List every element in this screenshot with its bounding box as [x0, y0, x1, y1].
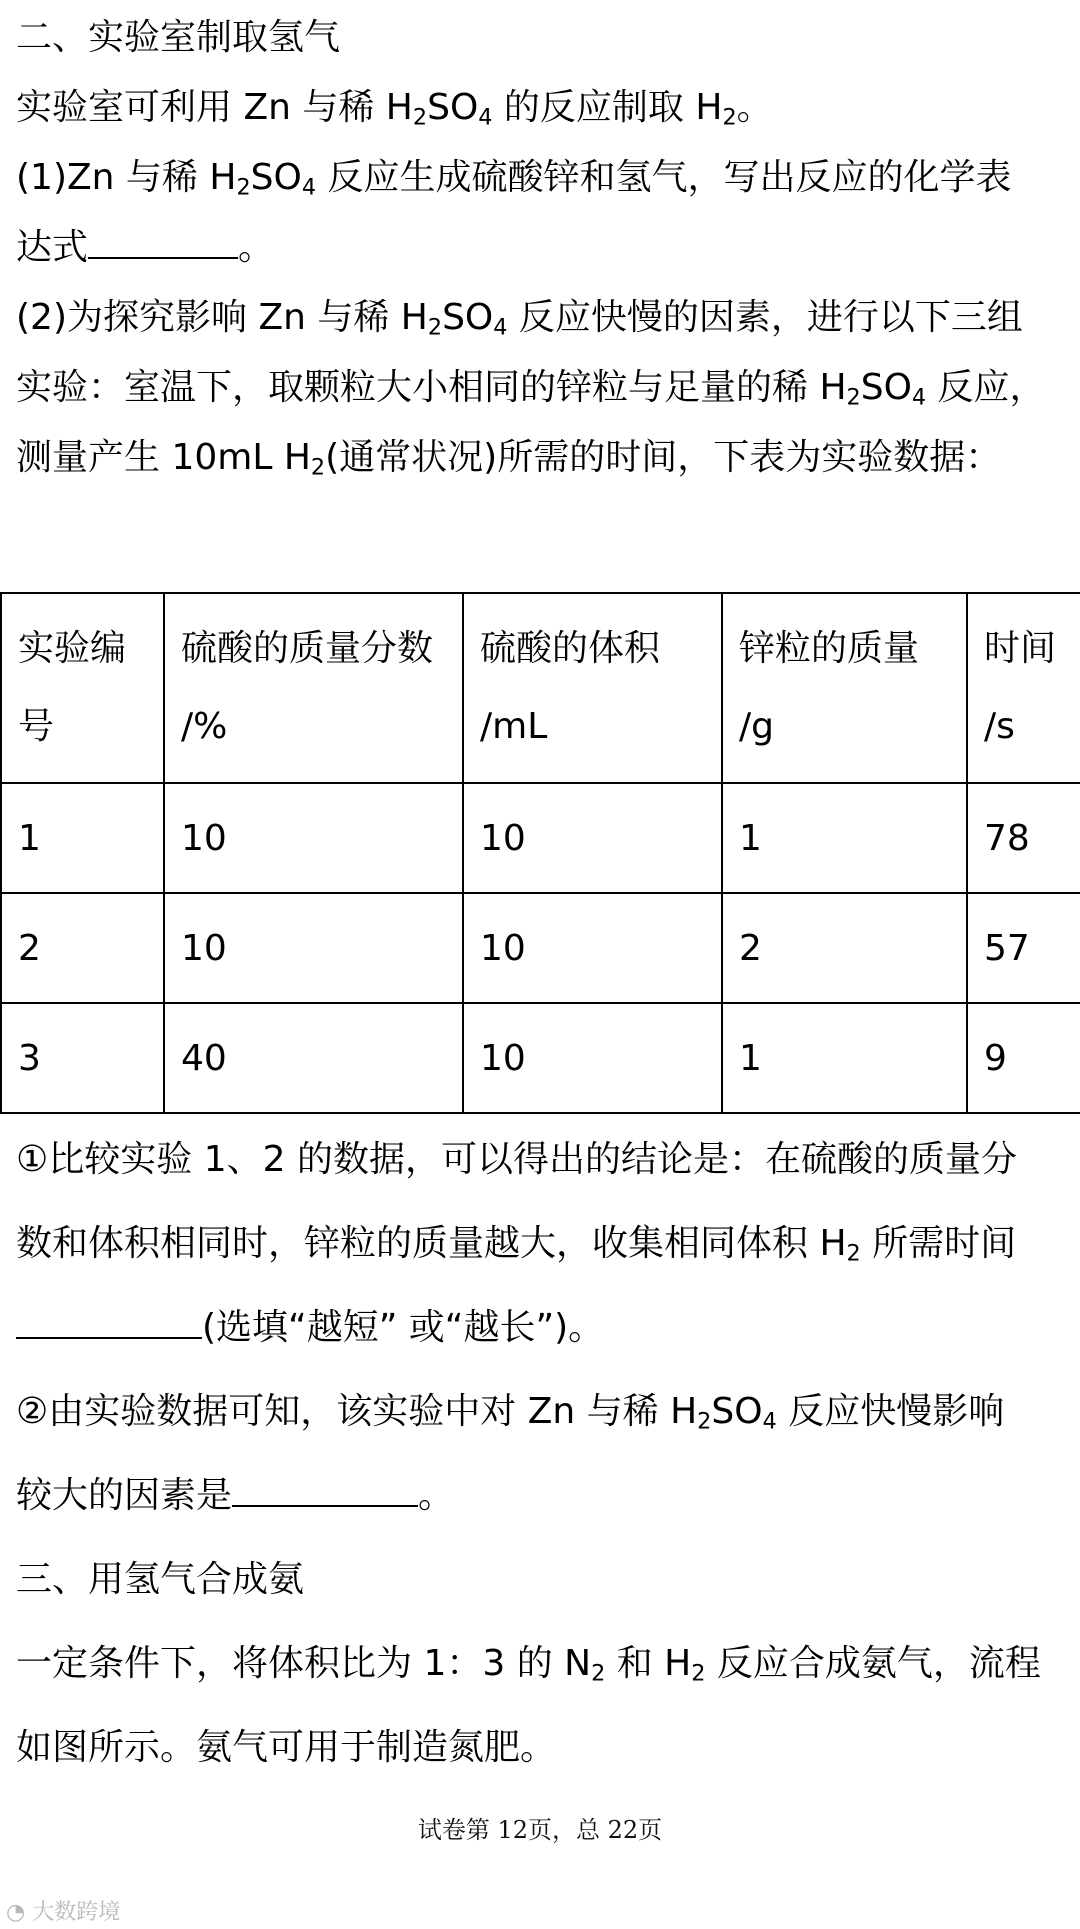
- table-cell: 10: [164, 893, 463, 1003]
- subquestion-1-line-1: ①比较实验 1、2 的数据，可以得出的结论是：在硫酸的质量分: [16, 1139, 1017, 1180]
- table-cell: 10: [463, 1003, 722, 1113]
- subquestion-1-line-2: 数和体积相同时，锌粒的质量越大，收集相同体积 $H_2$ 所需时间: [16, 1223, 1017, 1267]
- watermark-icon: ◔: [6, 1900, 26, 1925]
- table-cell: 1: [1, 783, 164, 893]
- watermark-logo: ◔ 大数跨境: [6, 1900, 121, 1925]
- table-cell: 40: [164, 1003, 463, 1113]
- intro-paragraph: 实验室可利用 Zn 与稀 $H_2SO_4$ 的反应制取 $H_2$。: [16, 87, 773, 131]
- table-header-cell: 硫酸的体积 /mL: [463, 593, 722, 783]
- answer-blank[interactable]: [16, 1307, 202, 1339]
- table-cell: 1: [722, 783, 967, 893]
- table-cell: 78: [967, 783, 1080, 893]
- question-1-line-2: 达式 。: [16, 227, 275, 268]
- section-heading: 二、实验室制取氢气: [16, 17, 341, 58]
- table-cell: 3: [1, 1003, 164, 1113]
- question-1-line-1: (1)Zn 与稀 $H_2SO_4$ 反应生成硫酸锌和氢气，写出反应的化学表: [16, 157, 1012, 201]
- section-3-line-2: 如图所示。氨气可用于制造氮肥。: [16, 1727, 557, 1768]
- question-2-line-3: 测量产生 10mL $H_2$(通常状况)所需的时间，下表为实验数据：: [16, 437, 1002, 481]
- table-row: [1, 893, 1080, 1003]
- answer-blank[interactable]: [88, 227, 238, 259]
- question-2-line-2: 实验：室温下，取颗粒大小相同的锌粒与足量的稀 $H_2SO_4$ 反应，: [16, 367, 1046, 411]
- section-3-line-1: 一定条件下，将体积比为 1：3 的 $N_2$ 和 $H_2$ 反应合成氨气，流程: [16, 1643, 1041, 1687]
- table-header-row: [1, 593, 1080, 783]
- table-cell: 10: [164, 783, 463, 893]
- table-row: [1, 783, 1080, 893]
- table-row: [1, 1003, 1080, 1113]
- question-2-line-1: (2)为探究影响 Zn 与稀 $H_2SO_4$ 反应快慢的因素，进行以下三组: [16, 297, 1023, 341]
- subquestion-1-line-3: (选填“越短” 或“越长”)。: [16, 1306, 1064, 1350]
- table-cell: 2: [722, 893, 967, 1003]
- table-cell: 10: [463, 893, 722, 1003]
- table-cell: 9: [967, 1003, 1080, 1113]
- experiment-data-table: [0, 592, 1080, 1114]
- section-heading: 三、用氢气合成氨: [16, 1559, 305, 1600]
- page-footer: 试卷第 12页，总 22页: [417, 1816, 663, 1844]
- subquestion-2-line-1: ②由实验数据可知，该实验中对 Zn 与稀 $H_2SO_4$ 反应快慢影响: [16, 1391, 1005, 1435]
- answer-blank[interactable]: [232, 1475, 418, 1507]
- table-header-cell: 锌粒的质量 /g: [722, 593, 967, 783]
- subquestion-2-line-2: 较大的因素是 。: [16, 1475, 455, 1516]
- table-header-cell: 硫酸的质量分数 /%: [164, 593, 463, 783]
- table-header-cell: 时间 /s: [967, 593, 1080, 783]
- table-cell: 57: [967, 893, 1080, 1003]
- table-cell: 2: [1, 893, 164, 1003]
- table-cell: 1: [722, 1003, 967, 1113]
- table-cell: 10: [463, 783, 722, 893]
- table-header-cell: 实验编 号: [1, 593, 164, 783]
